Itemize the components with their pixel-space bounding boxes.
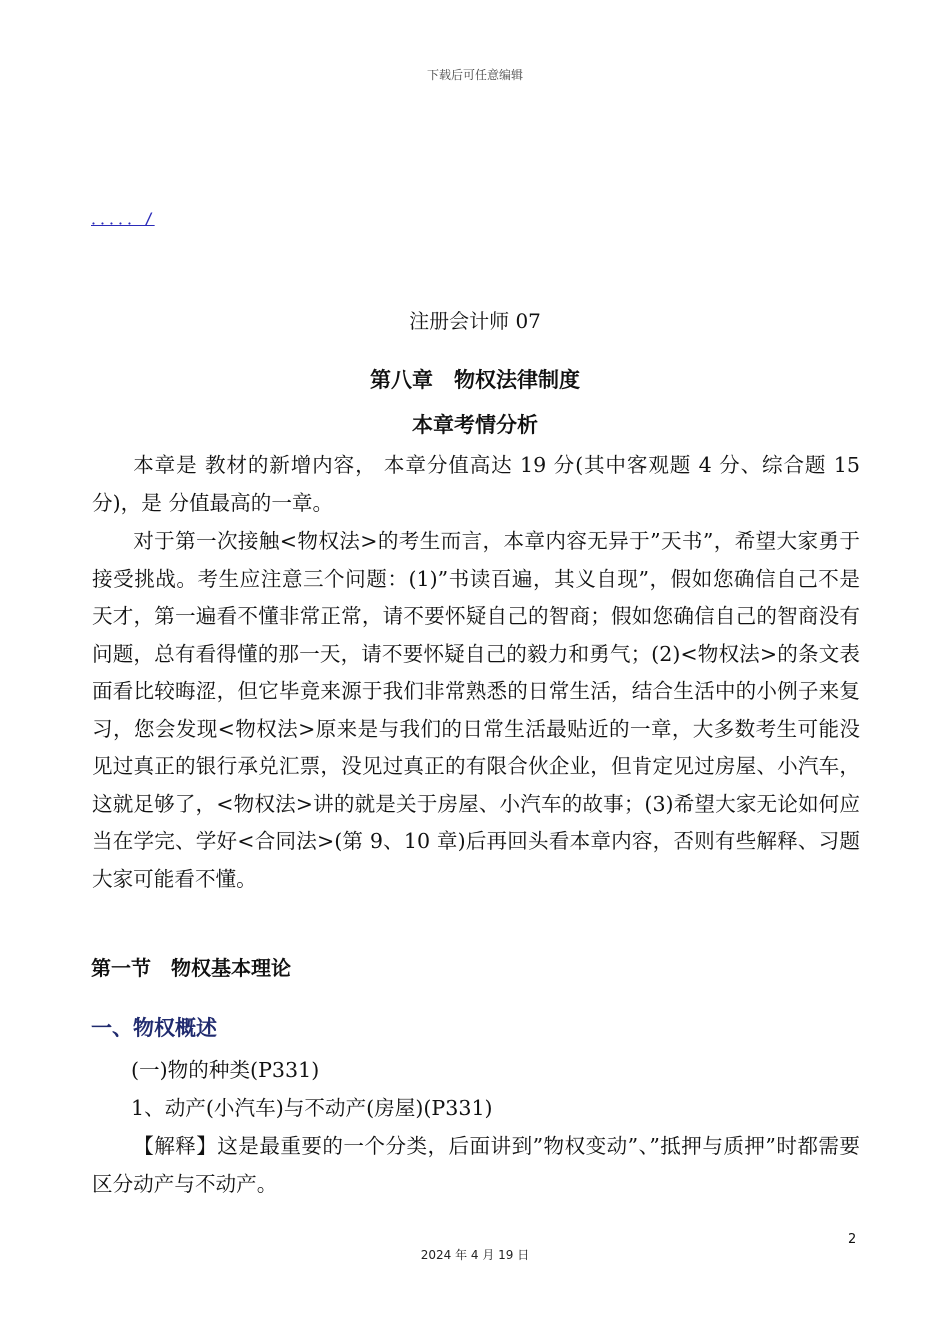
paragraph-3: 【解释】这是最重要的一个分类，后面讲到”物权变动”、”抵押与质押”时都需要区分动产与不动产。	[92, 1134, 860, 1196]
item-heading-1: (一)物的种类(P331)	[131, 1058, 320, 1082]
advice-paragraph	[92, 523, 860, 898]
document-title: 注册会计师 07	[409, 309, 541, 333]
top-link[interactable]: ．．．．．/	[91, 209, 155, 228]
paragraph-1: 本章是 教材的新增内容， 本章分值高达 19 分(其中客观题 4 分、综合题 15 分)，是 分值最高的一章。	[92, 453, 860, 515]
item-heading-2: 1、动产(小汽车)与不动产(房屋)(P331)	[131, 1096, 493, 1120]
intro-paragraph	[92, 447, 860, 522]
chapter-title: 第八章 物权法律制度	[370, 368, 580, 392]
subsection-title: 一、物权概述	[91, 1016, 217, 1040]
section-title: 第一节 物权基本理论	[91, 956, 291, 980]
analysis-title: 本章考情分析	[412, 413, 538, 437]
explanation-paragraph	[92, 1128, 860, 1203]
paragraph-2: 对于第一次接触<物权法>的考生而言，本章内容无异于”天书”，希望大家勇于接受挑战。考生应注意三个问题：(1)”书读百遍，其义自现”，假如您确信自己不是天才，第一遍看不懂非常正常，请不要怀疑自己的智商；假如您确信自己的智商没有问题，总有看得懂的那一天，请不要怀疑自己的毅力和勇气；(2)<物权法>的条文表面看比较晦涩，但它毕竟来源于我们非常熟悉的日常生活，结合生活中的小例子来复习，您会发现<物权法>原来是与我们的日常生活最贴近的一章，大多数考生可能没见过真正的银行承兑汇票，没见过真正的有限合伙企业，但肯定见过房屋、小汽车，这就足够了，<物权法>讲的就是关于房屋、小汽车的故事；(3)希望大家无论如何应当在学完、学好<合同法>(第 9、10 章)后再回头看本章内容，否则有些解释、习题大家可能看不懂。	[92, 529, 860, 891]
header-note: 下载后可任意编辑	[426, 68, 523, 82]
footer-date: 2024 年 4 月 19 日	[420, 1248, 530, 1262]
page-number: 2	[848, 1232, 857, 1247]
